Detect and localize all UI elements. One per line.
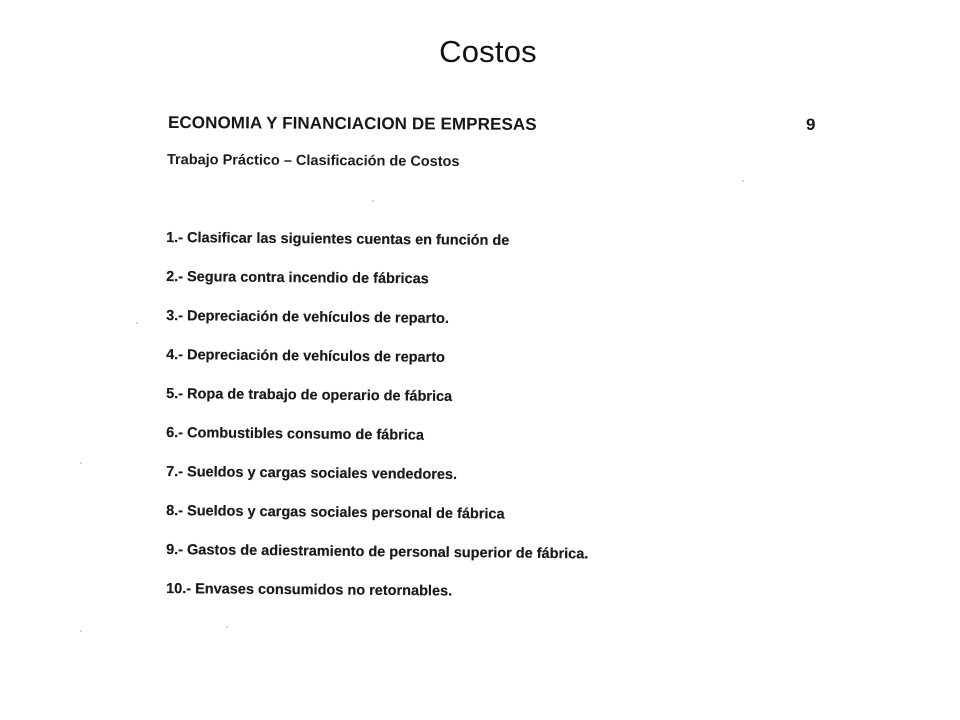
scan-speck (136, 322, 138, 324)
list-item: 6.- Combustibles consumo de fábrica (166, 425, 425, 444)
slide-title: Costos (439, 34, 537, 69)
list-item: 5.- Ropa de trabajo de operario de fábrica (166, 386, 453, 405)
item-list (166, 230, 588, 620)
document-subtitle: Trabajo Práctico – Clasificación de Costos (166, 152, 460, 171)
scan-speck (80, 462, 82, 464)
list-item: 10.- Envases consumidos no retornables. (166, 581, 453, 600)
list-item: 8.- Sueldos y cargas sociales personal de fábrica (166, 503, 505, 523)
page-number: 9 (806, 115, 816, 134)
scan-speck (226, 626, 228, 628)
document-heading: ECONOMIA Y FINANCIACION DE EMPRESAS (167, 113, 537, 134)
scan-speck (742, 180, 744, 182)
scanned-document (150, 100, 840, 620)
list-item: 3.- Depreciación de vehículos de reparto. (166, 308, 450, 327)
list-item: 7.- Sueldos y cargas sociales vendedores. (166, 464, 458, 484)
list-item: 2.- Segura contra incendio de fábricas (166, 269, 429, 288)
scan-speck (372, 200, 374, 202)
scan-speck (80, 630, 82, 632)
list-item: 1.- Clasificar las siguientes cuentas en función de (166, 230, 510, 249)
list-item: 9.- Gastos de adiestramiento de personal superior de fábrica. (166, 542, 589, 563)
list-item: 4.- Depreciación de vehículos de reparto (166, 347, 446, 366)
